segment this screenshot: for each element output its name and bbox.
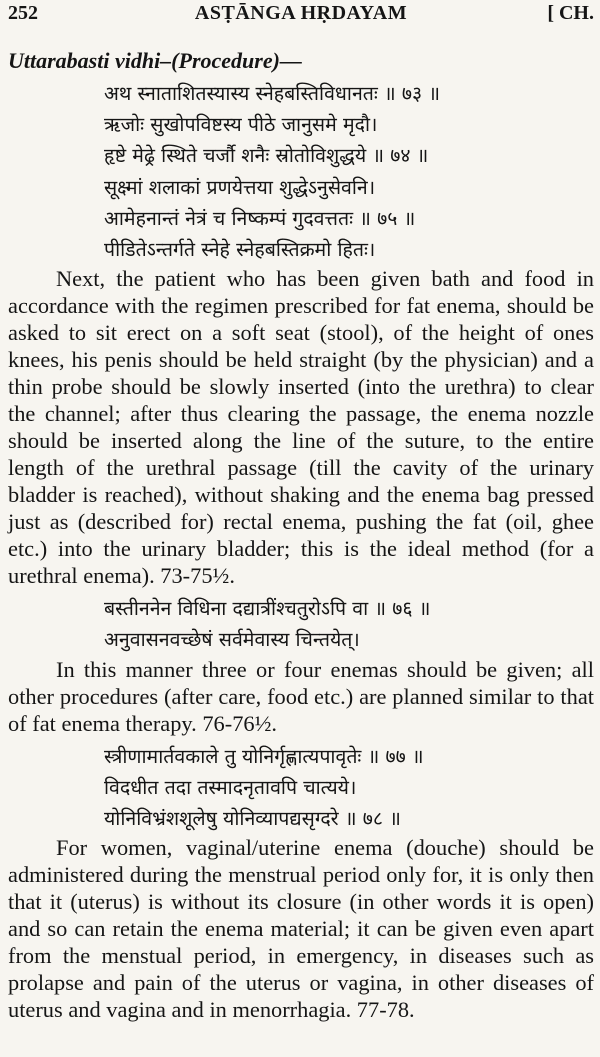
translation-paragraph: In this manner three or four enemas should be given; all other procedures (after care, food etc.) are planned similar to that of fat enema therapy. 76-76½.	[8, 656, 594, 736]
sanskrit-verse-line: विदधीत तदा तस्मादनृतावपि चात्यये।	[104, 775, 357, 799]
sanskrit-verse-line: बस्तीननेन विधिना दद्यात्रींश्चतुरोऽपि वा ॥ ७६ ॥	[104, 597, 431, 621]
translation-paragraph: For women, vaginal/uterine enema (douche) should be administered during the menstrual period only for, it is only then that it (uterus) is without its closure (in other words it is open) and so can retain the enema material; it can be given even apart from the menstual period, in emergency, in diseases such as prolapse and pain of the uterus or vagina, in other diseases of uterus and vagina and in menorrhagia. 77-78.	[8, 835, 594, 1023]
sanskrit-verse-line: अनुवासनवच्छेषं सर्वमेवास्य चिन्तयेत्।	[104, 628, 360, 652]
sanskrit-verse-line: ऋजोः सुखोपविष्टस्य पीठे जानुसमे मृदौ।	[104, 113, 378, 137]
sanskrit-verse-line: सूक्ष्मां शलाकां प्रणयेत्तया शुद्धेऽनुसेवनि।	[104, 175, 376, 199]
sanskrit-verse-line: आमेहनान्तं नेत्रं च निष्कम्पं गुदवत्ततः ॥ ७५ ॥	[104, 206, 416, 230]
sanskrit-verse-line: पीडितेऽन्तर्गते स्नेहे स्नेहबस्तिक्रमो हितः।	[104, 238, 376, 262]
sanskrit-verse-line: अथ स्नाताशितस्यास्य स्नेहबस्तिविधानतः ॥ ७३ ॥	[104, 82, 441, 105]
book-title: ASṬĀNGA HṚDAYAM	[194, 2, 408, 24]
sanskrit-verse-line: स्त्रीणामार्तवकाले तु योनिर्गृह्णात्यपावृतेः ॥ ७७ ॥	[104, 744, 424, 768]
page-content	[8, 46, 594, 1023]
page-number: 252	[8, 2, 38, 24]
section-title: Uttarabasti vidhi–(Procedure)—	[8, 48, 302, 73]
sanskrit-verse-line: हृष्टे मेढ्रे स्थिते चर्जौ शनैः स्रोतोविशुद्धये ॥ ७४ ॥	[104, 144, 429, 168]
chapter-marker: [ CH.	[547, 2, 594, 24]
running-header	[8, 2, 594, 30]
sanskrit-verse-line: योनिविभ्रंशशूलेषु योनिव्यापद्यसृग्दरे ॥ ७८ ॥	[104, 807, 401, 831]
translation-paragraph: Next, the patient who has been given bath and food in accordance with the regimen prescribed for fat enema, should be asked to sit erect on a soft seat (stool), of the height of ones knees, his penis should be held straight (by the physician) and a thin probe should be slowly inserted (into the urethra) to clear the channel; after thus clearing the passage, the enema nozzle should be inserted along the line of the suture, to the entire length of the urethral passage (till the cavity of the urinary bladder is reached), without shaking and the enema bag pressed just as (described for) rectal enema, pushing the fat (oil, ghee etc.) into the urinary bladder; this is the ideal method (for a urethral enema). 73-75½.	[8, 266, 594, 589]
